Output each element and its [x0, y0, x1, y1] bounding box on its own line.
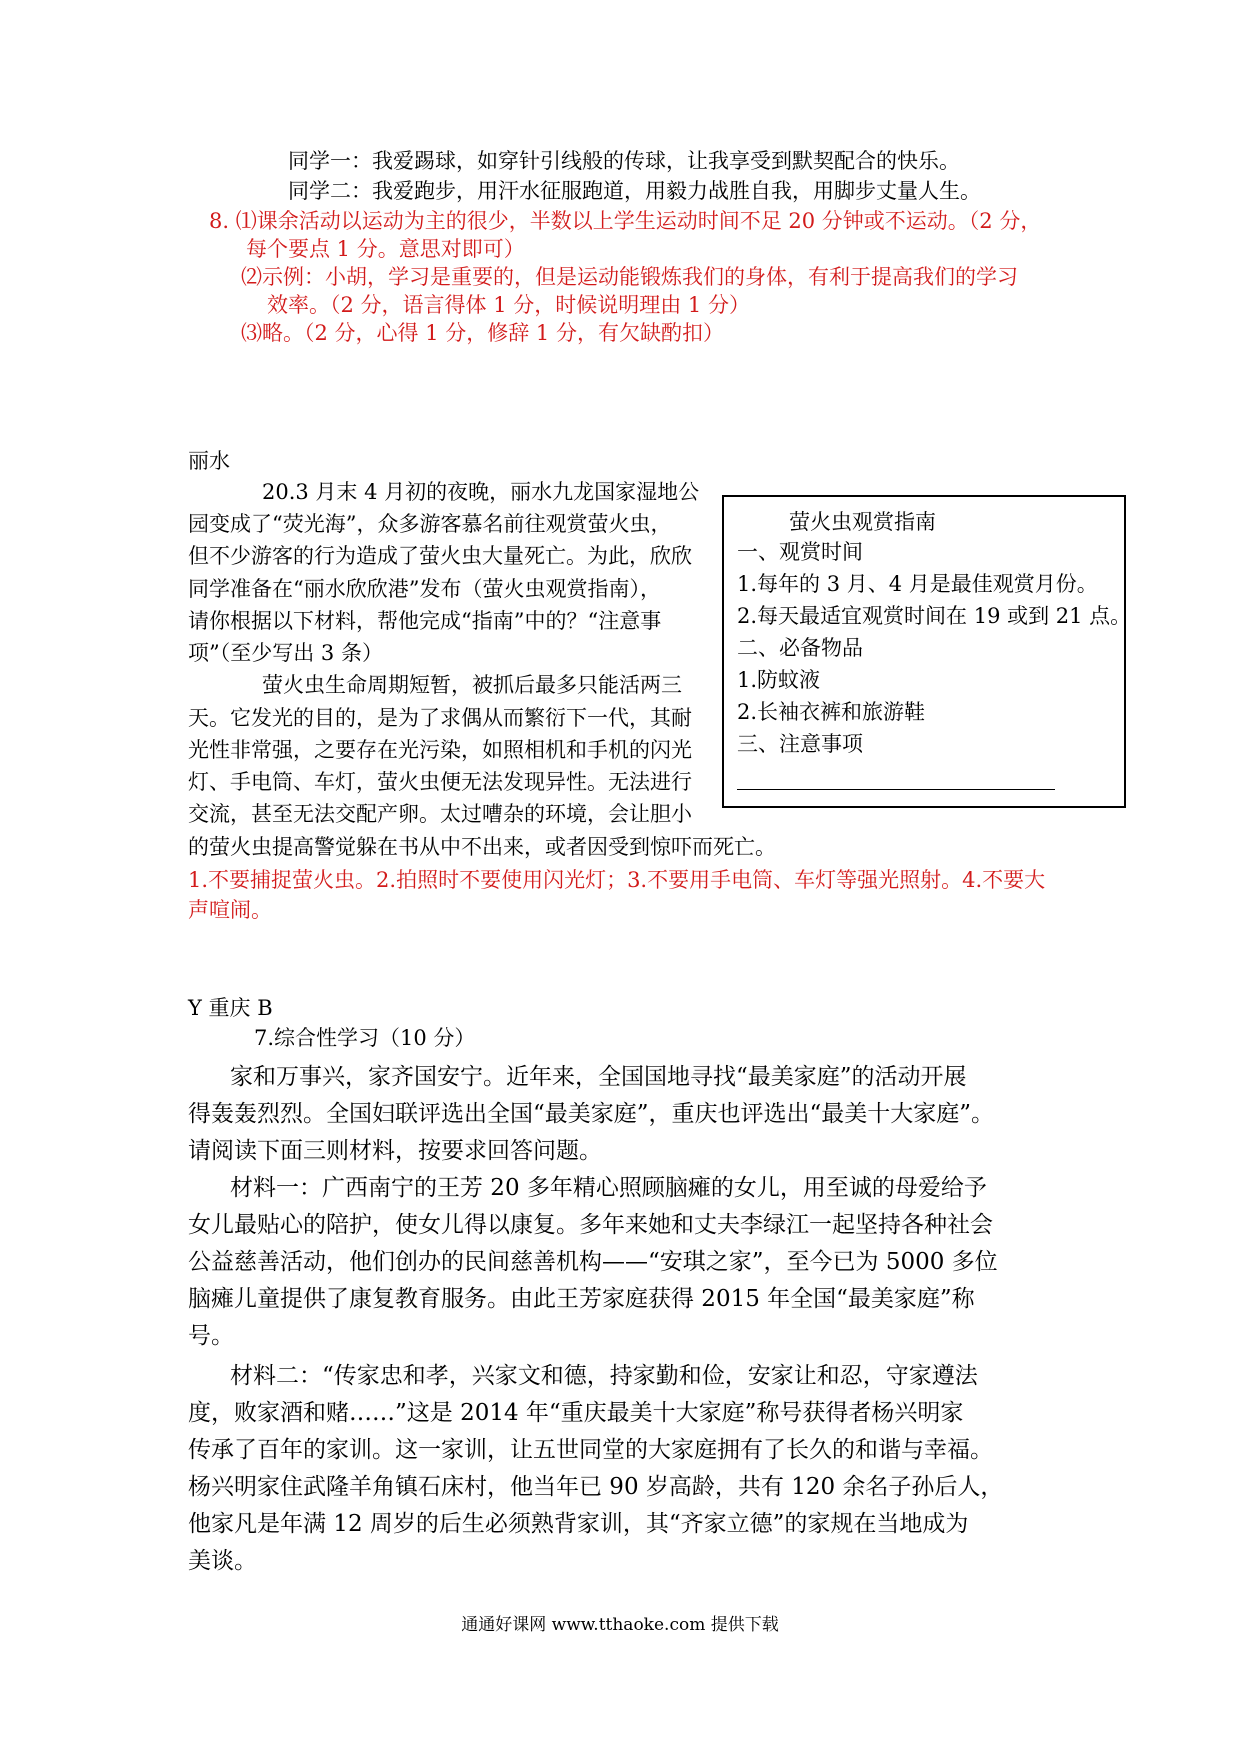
lishui-line-9: 光性非常强，之要存在光污染，如照相机和手机的闪光 — [188, 738, 692, 762]
guide-item: 三、注意事项 — [737, 732, 863, 756]
chongqing-line-14: 美谈。 — [188, 1548, 257, 1574]
chongqing-line-13: 他家凡是年满 12 周岁的后生必须熟背家训，其“齐家立德”的家规在当地成为 — [188, 1511, 969, 1537]
lishui-heading: 丽水 — [188, 449, 230, 473]
answer-blank-line — [737, 789, 1055, 790]
answer-q8-part2-line2: 效率。（2 分，语言得体 1 分，时候说明理由 1 分） — [267, 293, 750, 317]
guide-item: 1.每年的 3 月、4 月是最佳观赏月份。 — [737, 572, 1098, 596]
lishui-line-12: 的萤火虫提高警觉躲在书从中不出来，或者因受到惊吓而死亡。 — [188, 835, 776, 859]
firefly-guide-box — [722, 495, 1132, 808]
answer-q8-part3: ⑶略。（2 分，心得 1 分，修辞 1 分，有欠缺酌扣） — [241, 321, 724, 345]
footer-source: 通通好课网 www.tthaoke.com 提供下载 — [461, 1615, 779, 1635]
chongqing-heading: Y 重庆 B — [188, 996, 273, 1020]
lishui-line-7: 萤火虫生命周期短暂，被抓后最多只能活两三 — [262, 673, 682, 697]
chongqing-line-5: 女儿最贴心的陪护，使女儿得以康复。多年来她和丈夫李绿江一起坚持各种社会 — [188, 1212, 993, 1238]
lishui-line-10: 灯、手电筒、车灯，萤火虫便无法发现异性。无法进行 — [188, 770, 692, 794]
chongqing-line-6: 公益慈善活动，他们创办的民间慈善机构——“安琪之家”，至今已为 5000 多位 — [188, 1249, 998, 1275]
lishui-line-4: 同学准备在“丽水欣欣港”发布（萤火虫观赏指南）， — [188, 577, 661, 601]
chongqing-line-7: 脑瘫儿童提供了康复教育服务。由此王芳家庭获得 2015 年全国“最美家庭”称 — [188, 1286, 975, 1312]
student2-text: 同学二：我爱跑步，用汗水征服跑道，用毅力战胜自我，用脚步丈量人生。 — [288, 179, 981, 203]
lishui-line-3: 但不少游客的行为造成了萤火虫大量死亡。为此，欣欣 — [188, 544, 692, 568]
guide-item: 2.每天最适宜观赏时间在 19 或到 21 点。 — [737, 604, 1132, 628]
answer-q8-part1-line1: 8. ⑴课余活动以运动为主的很少，半数以上学生运动时间不足 20 分钟或不运动。（2 分， — [209, 209, 1042, 233]
lishui-answer-line2: 声喧闹。 — [188, 898, 272, 922]
guide-item: 2.长袖衣裤和旅游鞋 — [737, 700, 926, 724]
chongqing-line-3: 请阅读下面三则材料，按要求回答问题。 — [188, 1138, 602, 1164]
guide-item: 1.防蚊液 — [737, 668, 821, 692]
answer-q8-part1-line2: 每个要点 1 分。意思对即可） — [246, 237, 525, 261]
question-7-title: 7.综合性学习（10 分） — [254, 1026, 476, 1050]
chongqing-line-2: 得轰轰烈烈。全国妇联评选出全国“最美家庭”，重庆也评选出“最美十大家庭”。 — [188, 1101, 995, 1127]
chongqing-line-9: 材料二：“传家忠和孝，兴家文和德，持家勤和俭，安家让和忍，守家遵法 — [230, 1363, 978, 1389]
guide-item: 一、观赏时间 — [737, 540, 863, 564]
guide-item: 二、必备物品 — [737, 636, 863, 660]
chongqing-line-10: 度，败家酒和赌……”这是 2014 年“重庆最美十大家庭”称号获得者杨兴明家 — [188, 1400, 964, 1426]
lishui-line-1: 20.3 月末 4 月初的夜晚，丽水九龙国家湿地公 — [262, 480, 700, 504]
answer-q8-part2-line1: ⑵示例：小胡，学习是重要的，但是运动能锻炼我们的身体，有利于提高我们的学习 — [241, 265, 1018, 289]
student1-text: 同学一：我爱踢球，如穿针引线般的传球，让我享受到默契配合的快乐。 — [288, 149, 960, 173]
lishui-line-8: 天。它发光的目的，是为了求偶从而繁衍下一代，其耐 — [188, 706, 692, 730]
lishui-line-6: 项”（至少写出 3 条） — [188, 641, 383, 665]
chongqing-line-8: 号。 — [188, 1323, 234, 1349]
chongqing-line-4: 材料一：广西南宁的王芳 20 多年精心照顾脑瘫的女儿，用至诚的母爱给予 — [230, 1175, 987, 1201]
lishui-line-2: 园变成了“荧光海”，众多游客慕名前往观赏萤火虫， — [188, 512, 672, 536]
lishui-answer-line1: 1.不要捕捉萤火虫。2.拍照时不要使用闪光灯；3.不要用手电筒、车灯等强光照射。4.不要大 — [188, 868, 1046, 892]
lishui-line-11: 交流，甚至无法交配产卵。太过嘈杂的环境，会让胆小 — [188, 802, 692, 826]
chongqing-line-1: 家和万事兴，家齐国安宁。近年来，全国国地寻找“最美家庭”的活动开展 — [230, 1064, 967, 1090]
lishui-line-5: 请你根据以下材料，帮他完成“指南”中的？“注意事 — [188, 609, 662, 633]
chongqing-line-12: 杨兴明家住武隆羊角镇石床村，他当年已 90 岁高龄，共有 120 余名子孙后人， — [188, 1474, 1004, 1500]
chongqing-line-11: 传承了百年的家训。这一家训，让五世同堂的大家庭拥有了长久的和谐与幸福。 — [188, 1437, 993, 1463]
guide-title: 萤火虫观赏指南 — [789, 510, 936, 534]
